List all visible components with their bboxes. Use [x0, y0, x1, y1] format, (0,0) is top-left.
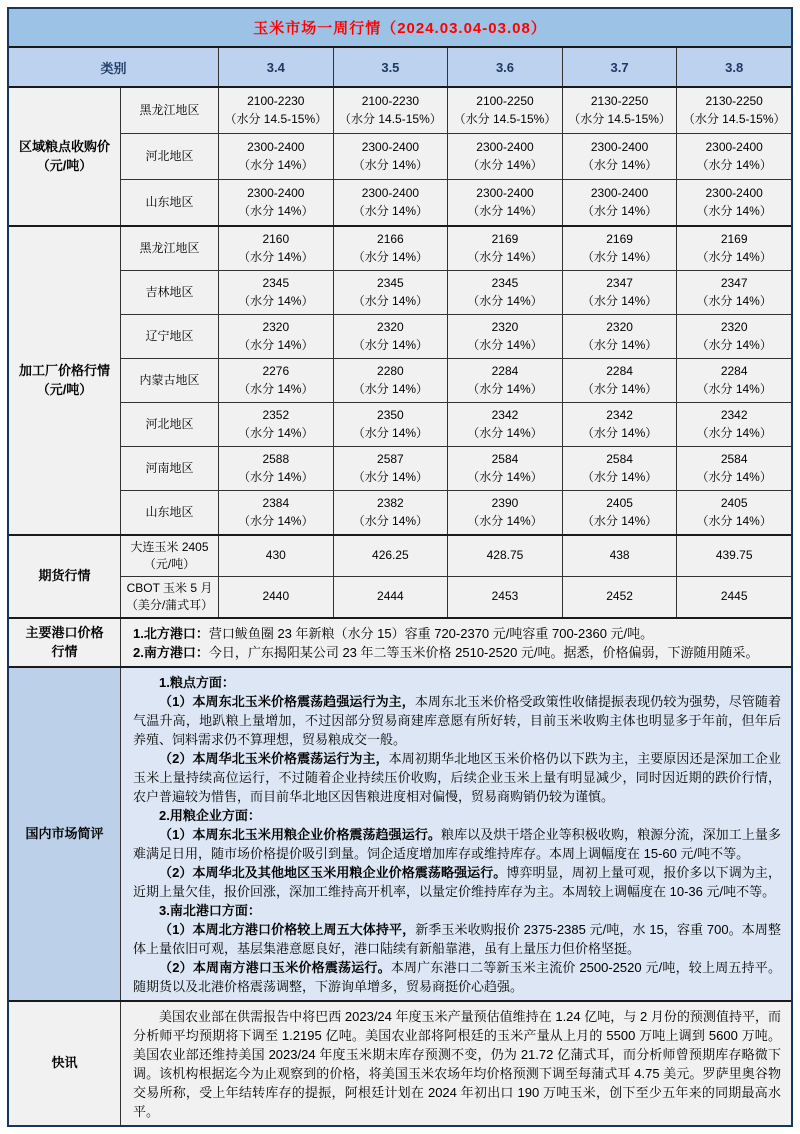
commentary-lead: （2）本周南方港口玉米价格震荡运行。: [159, 960, 391, 975]
moisture-note: （水分 14%）: [352, 337, 429, 352]
moisture-note: （水分 14.5-15%）: [224, 111, 328, 126]
price-value: 2347: [720, 276, 748, 291]
contract-label: [121, 536, 219, 576]
commentary-text: 本周东北玉米价格受政策性收储提振表现仍较为强势，尽管随着气温升高，地趴粮上量增加，不过因部分贸易商建库意愿有所好转，目前玉米收购主体也明显多于年前，但年后养殖、饲料需求仍不算理想，贸易粮成交一般。: [133, 694, 781, 747]
table-row: [121, 180, 791, 225]
commentary-lead: 3.南北港口方面：: [159, 903, 261, 918]
price-cell: [677, 447, 791, 490]
commentary-paragraph: [133, 749, 781, 806]
commentary-paragraph: [133, 920, 781, 958]
moisture-note: （水分 14%）: [238, 469, 314, 484]
price-cell: [334, 447, 449, 490]
table-row: [121, 134, 791, 180]
price-cell: [677, 271, 791, 314]
price-cell: [219, 359, 334, 402]
price-value: 2300-2400: [705, 186, 763, 201]
price-value: 2320: [377, 320, 404, 335]
commentary-lead: （1）本周东北玉米用粮企业价格震荡趋强运行。: [159, 827, 441, 842]
table-row: [121, 88, 791, 134]
price-cell: [563, 359, 678, 402]
price-value: 2382: [377, 496, 404, 511]
futures-price-cell: 2453: [448, 577, 563, 617]
date-header-cell: 3.8: [725, 59, 744, 75]
futures-price-cell: 430: [219, 536, 334, 576]
section-label-line: 快讯: [51, 1055, 78, 1071]
section-commentary: [9, 666, 791, 1000]
date-header-cell: 3.6: [448, 48, 563, 86]
moisture-note: （水分 14%）: [696, 469, 772, 484]
price-value: 2284: [491, 364, 519, 379]
moisture-note: （水分 14%）: [581, 249, 658, 264]
section-label-line: （元/吨）: [36, 157, 93, 173]
column-header-row: [9, 48, 791, 86]
table-row: [121, 359, 791, 403]
price-value: 2347: [606, 276, 633, 291]
date-header-cell: 3.7: [563, 48, 678, 86]
row-label: 河南地区: [121, 447, 219, 490]
price-value: 2130-2250: [705, 94, 763, 109]
price-cell: [563, 271, 678, 314]
section-label-line: （元/吨）: [36, 381, 93, 397]
price-cell: [677, 491, 791, 534]
moisture-note: （水分 14%）: [238, 157, 314, 172]
price-cell: [334, 315, 449, 358]
news-text: 美国农业部在供需报告中将巴西 2023/24 年度玉米产量预估值维持在 1.24 亿吨，与 2 月份的预测值持平，而分析师平均预期将下调至 1.2195 亿吨。美国农业部将阿根廷的玉米产量从上月的 5500 万吨上调到 5600 万吨。美国农业部还维持美国 2023/24 年度玉米期末库存预测不变，仍为 21.72 亿蒲式耳，而分析师曾预期库存略微下调。该机构根据迄今为止观察到的价格，将美国玉米农场年均价格预测下调至每蒲式耳 4.75 美元。罗萨里奥谷物交易所称，受上年结转库存的提振，阿根廷计划在 2024 年初出口 190 万吨玉米，创下至少五年来的同期最高水平。: [133, 1009, 781, 1119]
commentary-text: 粮库以及烘干塔企业等积极收购，粮源分流，深加工上量多难满足日用，随市场价格提价吸引到量。饲企适度增加库存或维持库存。本周上调幅度在 15-60 元/吨不等。: [133, 827, 781, 861]
price-value: 2584: [606, 452, 633, 467]
moisture-note: （水分 14%）: [467, 203, 543, 218]
commentary-paragraph: [133, 825, 781, 863]
section-label-line: 区域粮点收购价: [18, 138, 110, 154]
section-label: [9, 1002, 121, 1125]
commentary-paragraph: [133, 863, 781, 901]
table-row: [121, 536, 791, 577]
price-value: 2300-2400: [590, 186, 649, 201]
price-cell: [448, 134, 563, 179]
region-price-rows: [121, 88, 791, 225]
contract-unit: （美分/蒲式耳）: [125, 598, 214, 612]
moisture-note: （水分 14%）: [238, 203, 314, 218]
price-cell: [677, 227, 791, 270]
section-ports: [9, 617, 791, 666]
port-item-text: 今日，广东揭阳某公司 23 年二等玉米价格 2510-2520 元/吨。据悉，价格偏弱，下游随用随采。: [208, 645, 759, 660]
contract-label: [121, 577, 219, 617]
price-cell: [677, 180, 791, 225]
price-value: 2342: [491, 408, 519, 423]
price-value: 2280: [377, 364, 404, 379]
price-cell: [219, 403, 334, 446]
factory-price-rows: [121, 227, 791, 534]
price-cell: [677, 359, 791, 402]
futures-price-cell: 438: [563, 536, 678, 576]
price-cell: [448, 315, 563, 358]
moisture-note: （水分 14%）: [238, 293, 314, 308]
moisture-note: （水分 14%）: [352, 513, 429, 528]
futures-price-cell: 2445: [720, 589, 748, 604]
section-label-line: 行情: [51, 643, 78, 659]
page: [7, 7, 793, 1127]
category-header: 类别: [9, 48, 219, 86]
port-item-text: 营口鲅鱼圈 23 年新粮（水分 15）容重 720-2370 元/吨容重 700-2360 元/吨。: [208, 626, 654, 641]
moisture-note: （水分 14%）: [467, 157, 543, 172]
page-title: 玉米市场一周行情（2024.03.04-03.08）: [253, 20, 547, 37]
price-value: 2300-2400: [247, 186, 305, 201]
price-cell: [219, 227, 334, 270]
price-value: 2300-2400: [361, 140, 420, 155]
price-value: 2320: [720, 320, 748, 335]
price-value: 2276: [262, 364, 290, 379]
price-cell: [563, 227, 678, 270]
moisture-note: （水分 14%）: [581, 293, 658, 308]
port-item-lead: 1.北方港口：: [133, 626, 209, 641]
port-item-lead: 2.南方港口：: [133, 645, 209, 660]
price-value: 2300-2400: [705, 140, 763, 155]
price-cell: [448, 271, 563, 314]
price-cell: [334, 134, 449, 179]
price-cell: [448, 447, 563, 490]
price-cell: [563, 315, 678, 358]
price-cell: [334, 88, 449, 133]
commentary-lead: 2.用粮企业方面：: [159, 808, 261, 823]
row-label: 山东地区: [121, 180, 219, 225]
price-value: 2584: [720, 452, 748, 467]
moisture-note: （水分 14%）: [581, 469, 658, 484]
commentary-lead: （1）本周东北玉米价格震荡趋强运行为主，: [159, 694, 415, 709]
moisture-note: （水分 14%）: [238, 381, 314, 396]
price-cell: [448, 403, 563, 446]
row-label: 山东地区: [121, 491, 219, 534]
price-cell: [563, 403, 678, 446]
ports-content: [121, 619, 791, 666]
price-value: 2405: [606, 496, 633, 511]
moisture-note: （水分 14.5-15%）: [453, 111, 557, 126]
futures-price-cell: 2452: [563, 577, 678, 617]
moisture-note: （水分 14%）: [696, 513, 772, 528]
price-value: 2284: [606, 364, 633, 379]
moisture-note: （水分 14.5-15%）: [682, 111, 786, 126]
commentary-lead: （2）本周华北玉米价格震荡运行为主，: [159, 751, 389, 766]
moisture-note: （水分 14%）: [238, 513, 314, 528]
moisture-note: （水分 14%）: [352, 157, 429, 172]
port-item: [133, 624, 781, 643]
moisture-note: （水分 14%）: [467, 381, 543, 396]
price-cell: [219, 271, 334, 314]
price-cell: [334, 227, 449, 270]
moisture-note: （水分 14%）: [238, 425, 314, 440]
moisture-note: （水分 14%）: [467, 293, 543, 308]
futures-price-cell: 426.25: [334, 536, 449, 576]
commentary-content: [121, 668, 791, 1000]
price-value: 2160: [262, 232, 290, 247]
section-label: [9, 227, 121, 534]
moisture-note: （水分 14%）: [352, 425, 429, 440]
price-value: 2169: [720, 232, 748, 247]
price-value: 2345: [491, 276, 519, 291]
section-label-line: 期货行情: [38, 568, 91, 584]
price-value: 2384: [262, 496, 290, 511]
price-value: 2342: [720, 408, 748, 423]
price-cell: [677, 403, 791, 446]
contract-name: 大连玉米 2405: [130, 540, 209, 555]
commentary-paragraph: [133, 673, 781, 692]
price-value: 2345: [262, 276, 290, 291]
price-value: 2100-2250: [476, 94, 534, 109]
commentary-paragraph: [133, 806, 781, 825]
price-cell: [563, 491, 678, 534]
commentary-lead: 1.粮点方面：: [159, 675, 235, 690]
price-cell: [448, 227, 563, 270]
price-value: 2405: [720, 496, 748, 511]
price-value: 2320: [491, 320, 519, 335]
moisture-note: （水分 14%）: [238, 337, 314, 352]
row-label: 河北地区: [121, 403, 219, 446]
moisture-note: （水分 14%）: [581, 337, 658, 352]
futures-price-cell: 428.75: [448, 536, 563, 576]
table-row: [121, 447, 791, 491]
price-value: 2169: [606, 232, 633, 247]
price-value: 2390: [491, 496, 519, 511]
moisture-note: （水分 14%）: [352, 469, 429, 484]
row-label: 辽宁地区: [121, 315, 219, 358]
price-cell: [677, 134, 791, 179]
price-value: 2300-2400: [476, 140, 534, 155]
section-region-purchase: [9, 86, 791, 225]
table-row: [121, 315, 791, 359]
price-cell: [563, 447, 678, 490]
news-content: [121, 1002, 791, 1125]
date-header-cell: 3.5: [334, 48, 449, 86]
price-cell: [219, 134, 334, 179]
price-cell: [334, 271, 449, 314]
price-value: 2300-2400: [476, 186, 534, 201]
moisture-note: （水分 14%）: [696, 425, 772, 440]
moisture-note: （水分 14%）: [696, 203, 772, 218]
date-header-cell: 3.4: [219, 48, 334, 86]
price-cell: [219, 88, 334, 133]
table-row: [121, 577, 791, 617]
futures-price-cell: 439.75: [715, 548, 753, 563]
moisture-note: （水分 14%）: [581, 157, 658, 172]
commentary-paragraph: [133, 958, 781, 996]
commentary-text: 本周初期华北地区玉米价格仍以下跌为主，主要原因还是深加工企业玉米上量持续高位运行，不过随着企业持续压价收购，后续企业玉米上量有明显减少，同时因近期的跌价行情，农户普遍较为惜售，而目前华北地区因售粮进度相对偏慢，贸易商购销仍较为谨慎。: [133, 751, 781, 804]
price-value: 2130-2250: [590, 94, 649, 109]
price-cell: [563, 88, 678, 133]
price-value: 2584: [491, 452, 519, 467]
contract-name: CBOT 玉米 5 月: [126, 581, 213, 596]
commentary-lead: （1）本周北方港口价格较上周五大体持平，: [159, 922, 416, 937]
price-cell: [334, 180, 449, 225]
price-cell: [334, 359, 449, 402]
port-item: [133, 643, 781, 662]
price-value: 2169: [491, 232, 519, 247]
moisture-note: （水分 14%）: [467, 249, 543, 264]
moisture-note: （水分 14%）: [581, 425, 658, 440]
price-value: 2350: [377, 408, 404, 423]
section-label: [9, 88, 121, 225]
title-bar: [9, 9, 791, 48]
price-value: 2588: [262, 452, 290, 467]
price-value: 2345: [377, 276, 404, 291]
price-cell: [677, 315, 791, 358]
price-cell: [563, 134, 678, 179]
commentary-lead: （2）本周华北及其他地区玉米用粮企业价格震荡略强运行。: [159, 865, 507, 880]
row-label: 黑龙江地区: [121, 88, 219, 133]
row-label: 吉林地区: [121, 271, 219, 314]
price-cell: [334, 491, 449, 534]
moisture-note: （水分 14%）: [696, 337, 772, 352]
commentary-paragraph: [133, 901, 781, 920]
price-value: 2100-2230: [361, 94, 420, 109]
price-value: 2300-2400: [361, 186, 420, 201]
price-cell: [219, 180, 334, 225]
futures-price-cell: 2440: [219, 577, 334, 617]
price-value: 2587: [377, 452, 404, 467]
futures-rows: [121, 536, 791, 617]
price-value: 2352: [262, 408, 290, 423]
table-row: [121, 227, 791, 271]
price-cell: [448, 180, 563, 225]
section-label-line: 国内市场简评: [25, 825, 104, 841]
price-cell: [677, 88, 791, 133]
price-value: 2100-2230: [247, 94, 305, 109]
moisture-note: （水分 14%）: [581, 513, 658, 528]
moisture-note: （水分 14.5-15%）: [339, 111, 442, 126]
row-label: 黑龙江地区: [121, 227, 219, 270]
moisture-note: （水分 14%）: [696, 157, 772, 172]
moisture-note: （水分 14%）: [467, 469, 543, 484]
section-label-line: 加工厂价格行情: [18, 362, 110, 378]
section-label: [9, 619, 121, 666]
moisture-note: （水分 14%）: [581, 381, 658, 396]
section-label: [9, 536, 121, 617]
moisture-note: （水分 14%）: [352, 203, 429, 218]
price-value: 2320: [262, 320, 290, 335]
moisture-note: （水分 14%）: [467, 337, 543, 352]
price-value: 2284: [720, 364, 748, 379]
moisture-note: （水分 14%）: [352, 381, 429, 396]
moisture-note: （水分 14%）: [467, 513, 543, 528]
price-cell: [219, 447, 334, 490]
futures-price-cell: 2444: [334, 577, 449, 617]
moisture-note: （水分 14.5-15%）: [568, 111, 671, 126]
section-news: [9, 1000, 791, 1125]
contract-unit: （元/吨）: [143, 557, 196, 571]
commentary-text: 本周广东港口二等新玉米主流价 2500-2520 元/吨，较上周五持平。随期货以及北港价格震荡调整，下游询单增多，贸易商挺价心趋强。: [133, 960, 781, 994]
moisture-note: （水分 14%）: [352, 293, 429, 308]
table-row: [121, 271, 791, 315]
price-cell: [448, 88, 563, 133]
price-value: 2300-2400: [247, 140, 305, 155]
row-label: 内蒙古地区: [121, 359, 219, 402]
price-cell: [448, 359, 563, 402]
moisture-note: （水分 14%）: [238, 249, 314, 264]
section-futures: [9, 534, 791, 617]
moisture-note: （水分 14%）: [696, 293, 772, 308]
moisture-note: （水分 14%）: [581, 203, 658, 218]
moisture-note: （水分 14%）: [352, 249, 429, 264]
moisture-note: （水分 14%）: [467, 425, 543, 440]
price-cell: [448, 491, 563, 534]
report-table: [7, 7, 793, 1127]
section-factory-price: [9, 225, 791, 534]
commentary-paragraph: [133, 692, 781, 749]
commentary-text: 新季玉米收购报价 2375-2385 元/吨，水 15，容重 700。本周整体上量依旧可观，基层集港意愿良好，港口陆续有新船靠港，虽有上量压力但价格坚挺。: [133, 922, 781, 956]
table-row: [121, 491, 791, 534]
commentary-text: 博弈明显，周初上量可观，报价多以下调为主，近期上量欠佳，报价回涨，深加工维持高开机率，以量定价维持库存为主。本周较上调幅度在 10-36 元/吨不等。: [133, 865, 781, 899]
price-value: 2342: [606, 408, 633, 423]
price-value: 2320: [606, 320, 633, 335]
moisture-note: （水分 14%）: [696, 249, 772, 264]
price-value: 2166: [377, 232, 404, 247]
row-label: 河北地区: [121, 134, 219, 179]
price-cell: [219, 315, 334, 358]
section-label: [9, 668, 121, 1000]
table-row: [121, 403, 791, 447]
moisture-note: （水分 14%）: [696, 381, 772, 396]
price-cell: [563, 180, 678, 225]
section-label-line: 主要港口价格: [25, 624, 104, 640]
price-cell: [334, 403, 449, 446]
price-cell: [219, 491, 334, 534]
price-value: 2300-2400: [590, 140, 649, 155]
